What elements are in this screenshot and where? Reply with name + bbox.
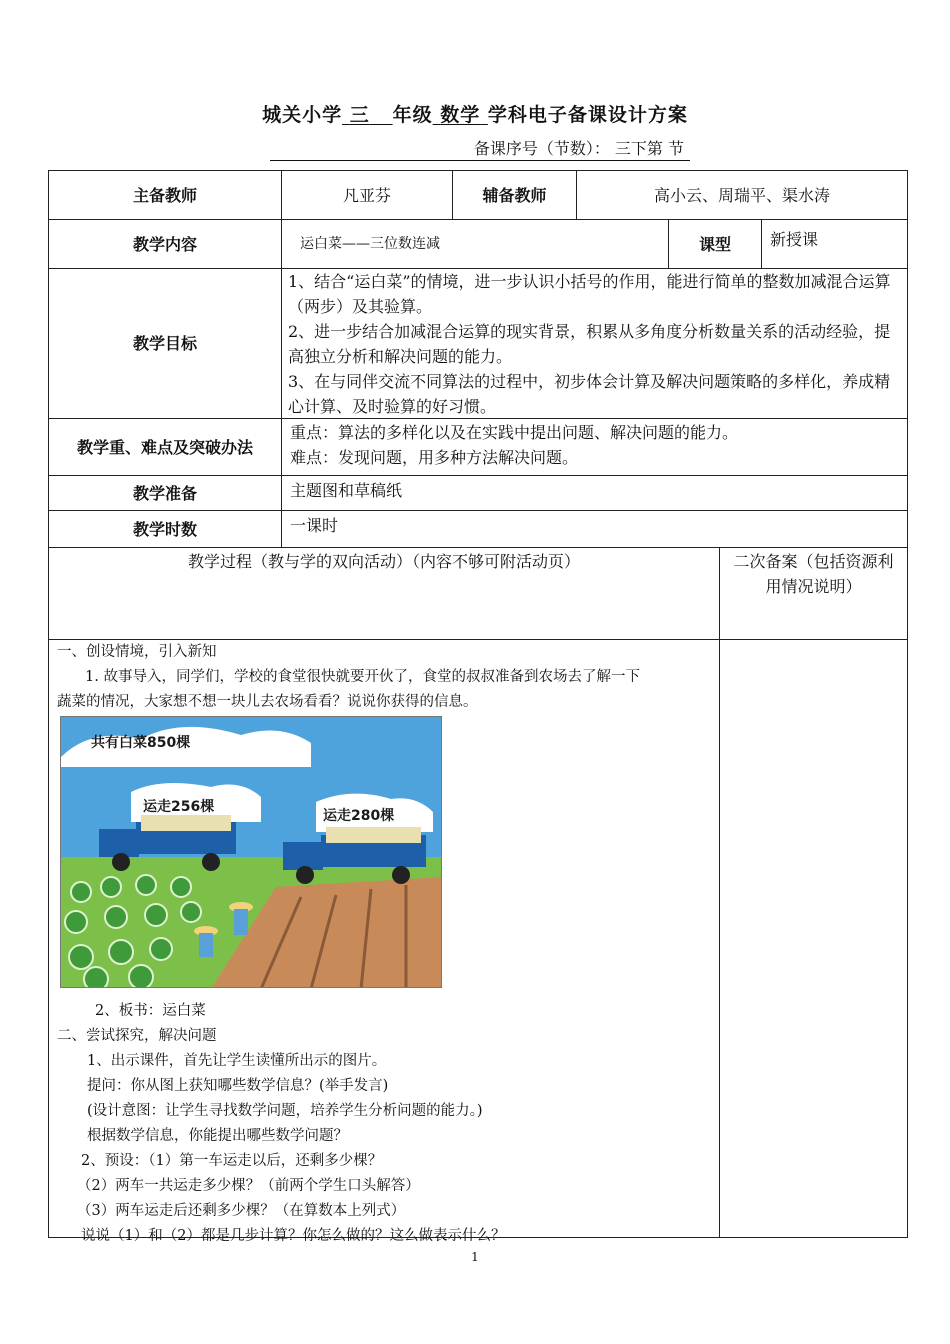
- truck-1-wheel: [202, 853, 220, 871]
- truck-1-label: 运走256棵: [143, 799, 215, 815]
- cabbage: [171, 877, 191, 897]
- section-1-para-2: 2、板书：运白菜: [95, 1003, 206, 1019]
- section-2-line-7: （3）两车运走后还剩多少棵？（在算数本上列式）: [77, 1203, 406, 1219]
- key-point: 重点：算法的多样化以及在实践中提出问题、解决问题的能力。: [290, 423, 739, 442]
- cabbage: [109, 940, 133, 964]
- cabbage: [181, 902, 201, 922]
- time-value: 一课时: [281, 510, 908, 548]
- prep-value: 主题图和草稿纸: [281, 475, 908, 511]
- section-2-line-1: 1、出示课件，首先让学生读懂所出示的图片。: [87, 1053, 387, 1069]
- prep-label: 教学准备: [48, 475, 282, 511]
- subject-value: 数学: [440, 104, 481, 126]
- section-1-para-1b: 蔬菜的情况，大家想不想一块儿去农场看看？说说你获得的信息。: [57, 694, 478, 710]
- goal-1: 1、结合“运白菜”的情境，进一步认识小括号的作用，能进行简单的整数加减混合运算（两步）及其验算。: [288, 272, 891, 316]
- cabbage: [69, 945, 93, 969]
- cabbage: [101, 877, 121, 897]
- cabbage-farm-illustration: [60, 716, 442, 988]
- cabbage: [145, 904, 167, 926]
- main-teacher-label: 主备教师: [48, 170, 282, 220]
- truck-2-cargo: [326, 827, 421, 843]
- section-2-line-4: 根据数学信息，你能提出哪些数学问题？: [87, 1128, 348, 1144]
- farm-scene: [61, 717, 442, 988]
- total-cabbage-label: 共有白菜850棵: [91, 735, 191, 751]
- grade-value: 三: [349, 104, 370, 126]
- cabbage: [129, 965, 153, 988]
- page-number: 1: [471, 1250, 479, 1264]
- section-2-line-2: 提问：你从图上获知哪些数学信息？(举手发言): [87, 1078, 389, 1094]
- truck-2-cab: [283, 842, 323, 870]
- section-2-line-6: （2）两车一共运走多少棵？（前两个学生口头解答）: [77, 1178, 420, 1194]
- second-prep-body: [719, 639, 908, 1238]
- section-2-line-8: 说说（1）和（2）都是几步计算？你怎么做的？这么做表示什么？: [81, 1228, 506, 1244]
- truck-2-label: 运走280棵: [323, 808, 395, 824]
- section-1-para-1a: 1. 故事导入，同学们，学校的食堂很快就要开伙了，食堂的叔叔准备到农场去了解一下: [85, 669, 640, 685]
- truck-1-wheel: [112, 853, 130, 871]
- section-1-title: 一、创设情境，引入新知: [57, 644, 217, 660]
- key-points-label: 教学重、难点及突破办法: [48, 418, 282, 476]
- cabbage: [105, 906, 127, 928]
- process-header: 教学过程（教与学的双向活动）（内容不够可附活动页）: [48, 547, 720, 640]
- content-value: 运白菜——三位数连减: [281, 219, 669, 269]
- time-label: 教学时数: [48, 510, 282, 548]
- grade-suffix: 年级: [392, 104, 433, 126]
- cabbage: [65, 911, 87, 933]
- key-points-cell: [281, 418, 908, 476]
- cabbage: [150, 938, 172, 960]
- assist-teacher-label: 辅备教师: [452, 170, 577, 220]
- lesson-number: 备课序号（节数）： 三下第 节: [270, 138, 690, 161]
- goals-label: 教学目标: [48, 268, 282, 419]
- difficulty: 难点：发现问题，用多种方法解决问题。: [290, 448, 579, 467]
- type-value: 新授课: [761, 219, 908, 269]
- grade-field: [342, 104, 393, 126]
- second-prep-header: 二次备案（包括资源利用情况说明）: [719, 547, 908, 640]
- truck-1-cargo: [141, 815, 231, 831]
- goal-2: 2、进一步结合加减混合运算的现实背景，积累从多角度分析数量关系的活动经验，提高独立分析和解决问题的能力。: [288, 322, 891, 366]
- truck-2-wheel: [296, 866, 314, 884]
- cabbage: [71, 882, 91, 902]
- school-name: 城关小学: [262, 104, 343, 126]
- goal-3: 3、在与同伴交流不同算法的过程中，初步体会计算及解决问题策略的多样化，养成精心计算、及时验算的好习惯。: [288, 372, 891, 416]
- farmer-body: [234, 909, 248, 935]
- type-label: 课型: [668, 219, 762, 269]
- section-2-title: 二、尝试探究，解决问题: [57, 1028, 217, 1044]
- title-suffix: 学科电子备课设计方案: [487, 104, 688, 126]
- assist-teachers-value: 高小云、周瑞平、渠水涛: [576, 170, 908, 220]
- section-2-line-3: (设计意图：让学生寻找数学问题，培养学生分析问题的能力。): [87, 1103, 483, 1119]
- section-2-line-5: 2、预设：（1）第一车运走以后，还剩多少棵？: [81, 1153, 383, 1169]
- truck-1-cab: [99, 829, 139, 857]
- truck-2-wheel: [392, 866, 410, 884]
- content-label: 教学内容: [48, 219, 282, 269]
- document-title: [0, 100, 950, 127]
- cabbage: [136, 875, 156, 895]
- goals-cell: [281, 268, 908, 419]
- farmer-body: [199, 933, 213, 957]
- subject-field: [433, 104, 488, 126]
- cabbage: [84, 967, 108, 988]
- main-teacher-value: 凡亚芬: [281, 170, 453, 220]
